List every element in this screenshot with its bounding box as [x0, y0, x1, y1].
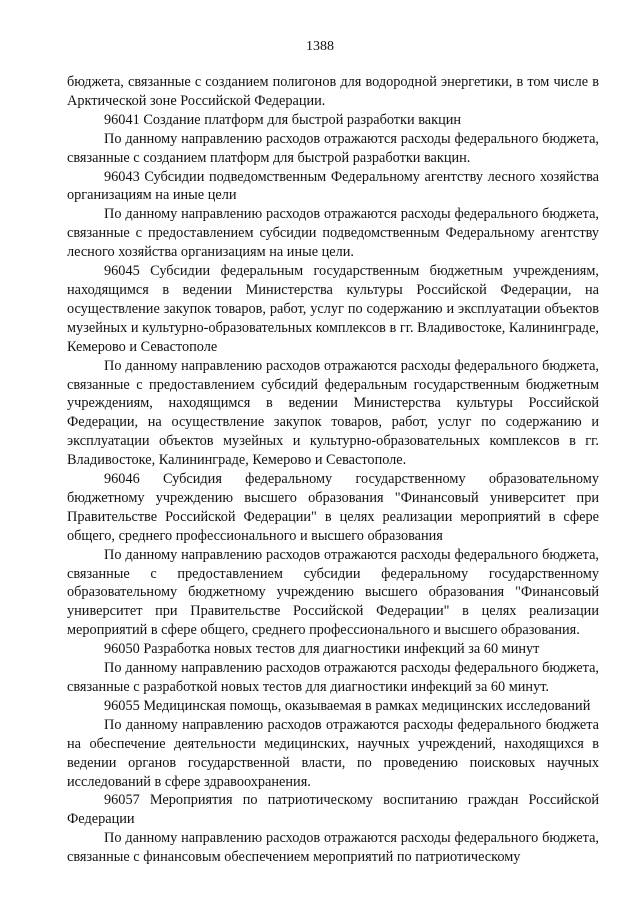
section-heading-96043: 96043 Субсидии подведомственным Федеральному агентству лесного хозяйства организациям на иные цели — [67, 168, 599, 204]
section-description-96041: По данному направлению расходов отражаются расходы федерального бюджета, связанные с созданием платформ для быстрой разработки вакцин. — [67, 130, 599, 166]
section-heading-96050: 96050 Разработка новых тестов для диагностики инфекций за 60 минут — [104, 641, 540, 658]
section-description-96050: По данному направлению расходов отражаются расходы федерального бюджета, связанные с разработкой новых тестов для диагностики инфекций за 60 минут. — [67, 660, 599, 695]
section-description-96046: По данному направлению расходов отражаются расходы федерального бюджета, связанные с предоставлением субсидии федеральному государственному образовательному бюджетному учреждению высшего образования "Финансовый университет при Правительстве Российской Федерации" в целях реализации мероприятий в сфере общего, среднего профессионального и высшего образования. — [67, 546, 599, 639]
section-description-96055: По данному направлению расходов отражаются расходы федерального бюджета на обеспечение деятельности медицинских, научных учреждений, находящихся в ведении органов государственной власти, по проведению поисковых научных исследований в сфере здравоохранения. — [67, 716, 599, 790]
section-description-96057: По данному направлению расходов отражаются расходы федерального бюджета, связанные с финансовым обеспечением мероприятий по патриотическому — [67, 830, 599, 866]
page-number: 1388 — [306, 39, 334, 54]
section-heading-96041: 96041 Создание платформ для быстрой разработки вакцин — [104, 111, 462, 128]
section-heading-96046: 96046 Субсидия федеральному государственному образовательному бюджетному учреждению высшего образования "Финансовый университет при Правительстве Российской Федерации" в целях реализации мероприятий в сфере общего, среднего профессионального и высшего образования — [67, 471, 599, 544]
section-heading-96055: 96055 Медицинская помощь, оказываемая в рамках медицинских исследований — [104, 697, 591, 714]
section-heading-96057: 96057 Мероприятия по патриотическому воспитанию граждан Российской Федерации — [67, 792, 599, 828]
section-description-96043: По данному направлению расходов отражаются расходы федерального бюджета, связанные с предоставлением субсидии подведомственным Федеральному агентству лесного хозяйства организациям на иные цели. — [67, 206, 599, 261]
section-heading-96045: 96045 Субсидии федеральным государственным бюджетным учреждениям, находящимся в ведении Министерства культуры Российской Федерации, на осуществление закупок товаров, работ, услуг по содержанию и эксплуатации объектов музейных и культурно-образовательных комплексов в гг. Владивостоке, Калининграде, Кемерово и Севастополе — [67, 263, 599, 355]
continuation-paragraph: бюджета, связанные с созданием полигонов для водородной энергетики, в том числе в Арктической зоне Российской Федерации. — [67, 74, 599, 109]
section-description-96045: По данному направлению расходов отражаются расходы федерального бюджета, связанные с предоставлением субсидий федеральным государственным бюджетным учреждениям, находящимся в ведении Министерства культуры Российской Федерации, на осуществление закупок товаров, работ, услуг по содержанию и эксплуатации объектов музейных и культурно-образовательных комплексов в гг. Владивостоке, Калининграде, Кемерово и Севастополе. — [67, 357, 599, 469]
document-body — [67, 73, 599, 867]
